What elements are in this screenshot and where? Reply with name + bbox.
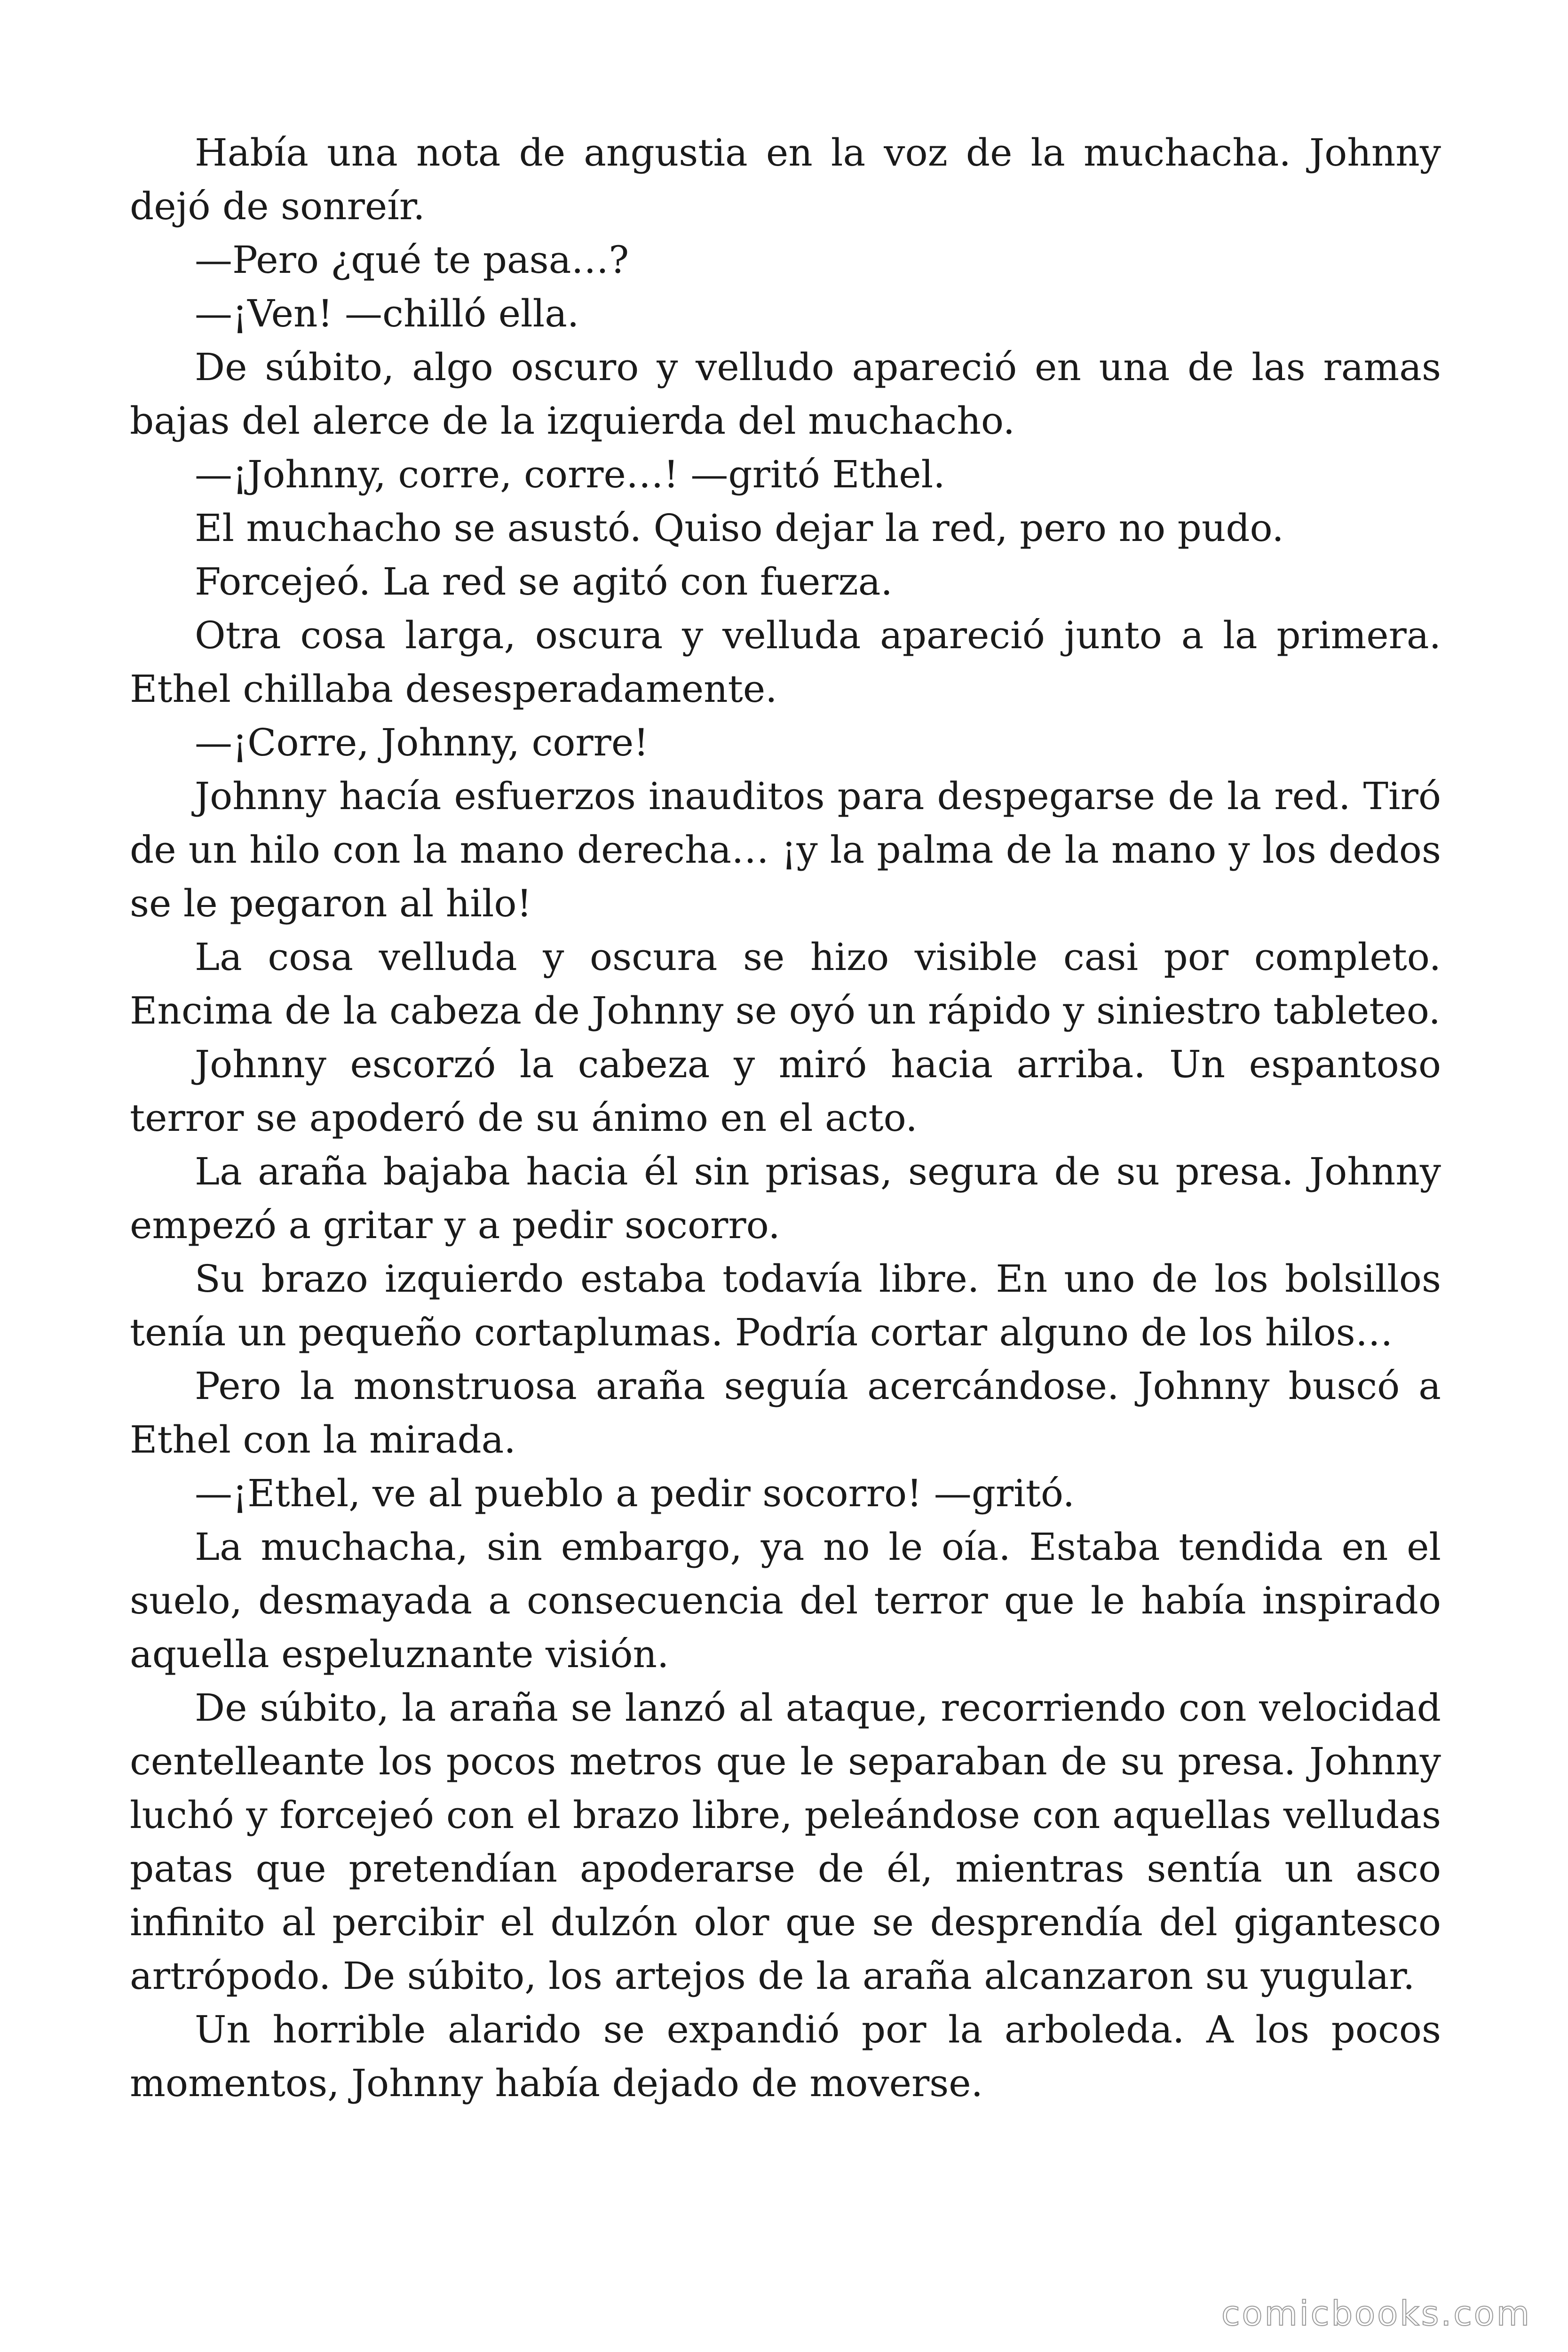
paragraph: De súbito, la araña se lanzó al ataque, recorriendo con velocidad centelleante los pocos metros que le separaban de su presa. Johnny luchó y forcejeó con el brazo libre, peleándose con aquellas velludas patas que pretendían apoderarse de él, mientras sentía un asco infinito al percibir el dulzón olor que se desprendía del gigantesco artrópodo. De súbito, los artejos de la araña alcanzaron su yugular. xyxy=(130,1686,1441,1998)
paragraph: La muchacha, sin embargo, ya no le oía. Estaba tendida en el suelo, desmayada a consecuencia del terror que le había inspirado aquella espeluznante visión. xyxy=(130,1525,1441,1676)
paragraph: —Pero ¿qué te pasa…? xyxy=(195,238,629,282)
paragraph: Pero la monstruosa araña seguía acercándose. Johnny buscó a Ethel con la mirada. xyxy=(130,1364,1441,1462)
paragraph: Un horrible alarido se expandió por la arboleda. A los pocos momentos, Johnny había dejado de moverse. xyxy=(130,2008,1441,2105)
paragraph: —¡Corre, Johnny, corre! xyxy=(195,721,649,764)
paragraph: El muchacho se asustó. Quiso dejar la red, pero no pudo. xyxy=(195,506,1284,550)
paragraph: De súbito, algo oscuro y velludo apareció en una de las ramas bajas del alerce de la izquierda del muchacho. xyxy=(130,345,1441,443)
paragraph: —¡Johnny, corre, corre…! —gritó Ethel. xyxy=(195,453,945,496)
paragraph: Otra cosa larga, oscura y velluda apareció junto a la primera. Ethel chillaba desesperadamente. xyxy=(130,613,1441,711)
paragraph: Su brazo izquierdo estaba todavía libre. En uno de los bolsillos tenía un pequeño cortaplumas. Podría cortar alguno de los hilos… xyxy=(130,1257,1441,1354)
paragraph: Johnny hacía esfuerzos inauditos para despegarse de la red. Tiró de un hilo con la mano derecha… ¡y la palma de la mano y los dedos se le pegaron al hilo! xyxy=(130,774,1441,925)
paragraph: La cosa velluda y oscura se hizo visible casi por completo. Encima de la cabeza de Johnny se oyó un rápido y siniestro tableteo. xyxy=(130,935,1441,1033)
page-text xyxy=(130,126,1441,2110)
paragraph: Forcejeó. La red se agitó con fuerza. xyxy=(195,560,893,604)
paragraph: Johnny escorzó la cabeza y miró hacia arriba. Un espantoso terror se apoderó de su ánimo en el acto. xyxy=(130,1042,1441,1140)
paragraph: —¡Ven! —chilló ella. xyxy=(195,292,579,335)
paragraph: Había una nota de angustia en la voz de la muchacha. Johnny dejó de sonreír. xyxy=(130,131,1441,228)
paragraph: —¡Ethel, ve al pueblo a pedir socorro! —gritó. xyxy=(195,1471,1075,1515)
watermark: comicbooks.com xyxy=(1221,2294,1531,2333)
paragraph: La araña bajaba hacia él sin prisas, segura de su presa. Johnny empezó a gritar y a pedir socorro. xyxy=(130,1150,1441,1247)
